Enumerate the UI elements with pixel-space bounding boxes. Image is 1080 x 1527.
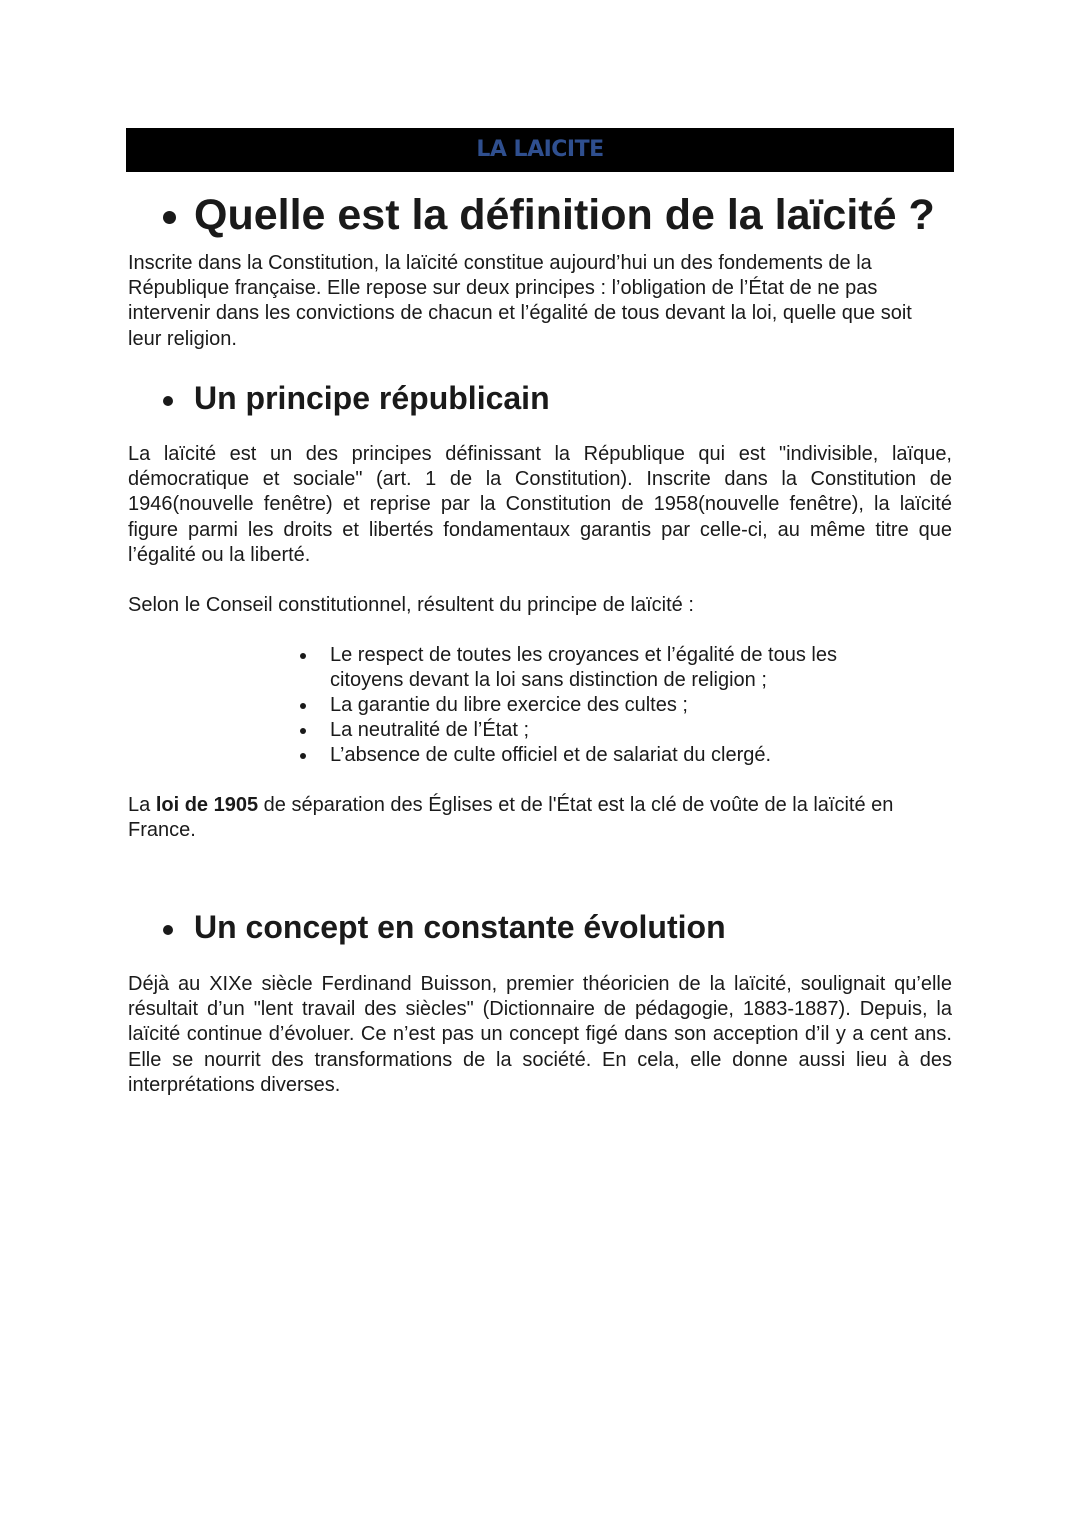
paragraph-conseil: Selon le Conseil constitutionnel, résultent du principe de laïcité :: [128, 594, 694, 616]
text: La: [128, 794, 156, 816]
list-item: L’absence de culte officiel et de salariat du clergé.: [300, 743, 900, 768]
text: de séparation des Églises et de l'État est la clé de voûte de la laïcité en France.: [128, 794, 894, 842]
paragraph-definition: Inscrite dans la Constitution, la laïcité constitue aujourd’hui un des fondements de la République française. Elle repose sur deux principes : l’obligation de l’État de ne pas intervenir dans les convictions de chacun et l’égalité de tous devant la loi, quelle que soit leur religion.: [128, 252, 912, 350]
section-heading-definition: [163, 190, 935, 240]
paragraph-evolution: Déjà au XIXe siècle Ferdinand Buisson, premier théoricien de la laïcité, soulignait qu’elle résultait d’un "lent travail des siècles" (Dictionnaire de pédagogie, 1883-1887). Depuis, la laïcité continue d’évoluer. Ce n’est pas un concept figé dans son acception d’il y a cent ans. Elle se nourrit des transformations de la société. En cela, elle donne aussi lieu à des interprétations diverses.: [128, 973, 952, 1096]
heading-text: Un concept en constante évolution: [194, 909, 726, 945]
paragraph-loi-1905: [128, 793, 938, 843]
bullet-icon: [163, 925, 173, 935]
heading-text: Un principe républicain: [194, 380, 550, 416]
bold-text: loi de 1905: [155, 794, 259, 816]
paragraph-principe: La laïcité est un des principes définissant la République qui est "indivisible, laïque, démocratique et sociale" (art. 1 de la Constitution). Inscrite dans la Constitution de 1946(nouvelle fenêtre) et reprise par la Constitution de 1958(nouvelle fenêtre), la laïcité figure parmi les droits et libertés fondamentaux garantis par celle-ci, au même titre que l’égalité ou la liberté.: [128, 443, 952, 566]
section-heading-principe: [163, 378, 550, 418]
list-item: La neutralité de l’État ;: [300, 718, 900, 743]
list-item: La garantie du libre exercice des cultes ;: [300, 693, 900, 718]
title-banner: [126, 128, 954, 172]
document-title: LA LAICITE: [476, 137, 604, 162]
list-item: Le respect de toutes les croyances et l’égalité de tous les citoyens devant la loi sans distinction de religion ;: [300, 643, 890, 693]
heading-text: Quelle est la définition de la laïcité ?: [194, 191, 935, 239]
bullet-icon: [163, 396, 173, 406]
principles-list: [300, 643, 900, 768]
section-heading-evolution: [163, 907, 726, 947]
bullet-icon: [163, 211, 176, 224]
